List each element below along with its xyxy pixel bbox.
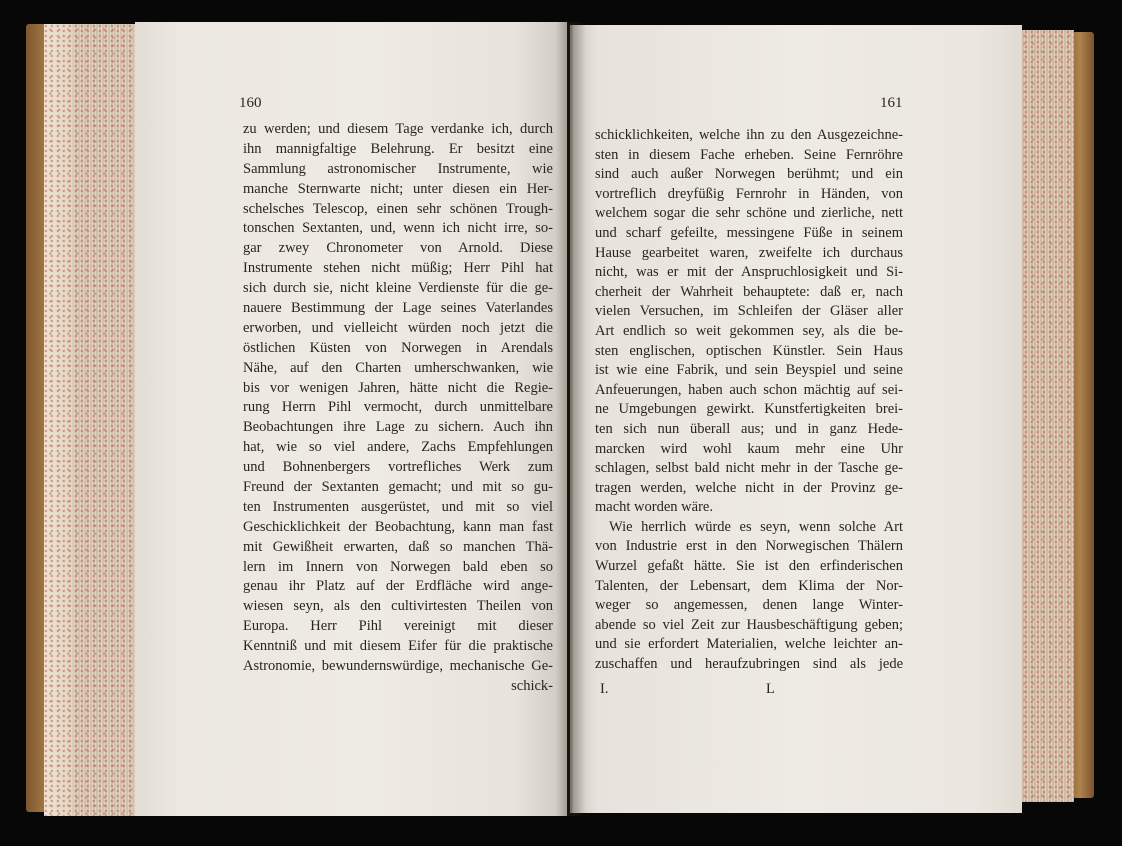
text-line: Astronomie, bewundernswürdige, mechanische Ge-	[243, 658, 553, 675]
left-page-text	[243, 120, 553, 697]
text-line: Instrumente stehen nicht müßig; Herr Pihl hat	[243, 260, 553, 277]
text-line: ihn mannigfaltige Belehrung. Er besitzt eine	[243, 140, 553, 157]
text-line: sten englischen, optischen Künstler. Sein Haus	[595, 342, 903, 359]
text-line: ten sich nun überall aus; und in ganz Hede-	[595, 420, 903, 437]
text-line: sich durch sie, nicht kleine Verdienste für die ge-	[243, 280, 553, 297]
text-line: zu werden; und diesem Tage verdanke ich, durch	[243, 121, 553, 137]
text-line: Nähe, auf den Charten umherschwanken, wie	[243, 359, 553, 376]
text-line: Talenten, der Lebensart, dem Klima der Nor-	[595, 577, 903, 594]
text-line: und sie erfordert Materialien, welche leichter an-	[595, 636, 903, 653]
page-number-left: 160	[239, 95, 262, 111]
text-line: manche Sternwarte nicht; unter diesen ein Her-	[243, 180, 553, 197]
text-line: lern im Innern von Norwegen bald eben so	[243, 558, 553, 575]
page-number-right: 161	[880, 95, 903, 111]
text-line: Freund der Sextanten gemacht; und mit so gu-	[243, 479, 553, 496]
text-line: Hause gearbeitet waren, zweifelte ich durchaus	[595, 244, 903, 261]
text-line: ten Instrumenten ausgerüstet, und mit so viel	[243, 498, 553, 515]
text-line: Europa. Herr Pihl vereinigt mit dieser	[243, 618, 553, 635]
text-line: abende so viel Zeit zur Hausbeschäftigung geben;	[595, 616, 903, 633]
text-line: Anfeuerungen, haben auch schon mächtig auf sei-	[595, 381, 903, 398]
text-line: und Bohnenbergers vortrefliches Werk zum	[243, 459, 553, 476]
text-line: Wurzel gefaßt hätte. Sie ist den erfinderischen	[595, 558, 903, 575]
text-line: Beobachtungen ihre Lage zu sichern. Auch ihn	[243, 419, 553, 436]
text-line: ne Umgebungen gewirkt. Kunstfertigkeiten brei-	[595, 401, 903, 418]
book-gutter	[556, 22, 586, 816]
text-line: ist wie eine Fabrik, und sein Beyspiel und seine	[595, 362, 903, 379]
text-line: tonschen Sextanten, und, wenn ich nicht irre, so-	[243, 220, 553, 237]
text-line: hat, wie so viel andere, Zachs Empfehlungen	[243, 439, 553, 456]
text-line: vortreflich dreyfüßig Fernrohr in Händen, von	[595, 185, 903, 202]
text-line: wiesen seyn, als den cultivirtesten Theilen von	[243, 598, 553, 615]
text-line: Geschicklichkeit der Beobachtung, kann man fast	[243, 518, 553, 535]
text-line: mit Gewißheit erwarten, daß so manchen Thä-	[243, 538, 553, 555]
text-line: und scharf gefeilte, messingene Füße in seinem	[595, 224, 903, 241]
text-line: nauere Bestimmung der Lage seines Vaterlandes	[243, 300, 553, 317]
text-line: Kenntniß und mit diesem Eifer für die praktische	[243, 638, 553, 655]
text-line: genau ihr Platz auf der Erdfläche wird ange-	[243, 578, 553, 595]
catchword: schick-	[511, 677, 553, 694]
text-line: rung Herrn Pihl vermocht, durch unmittelbare	[243, 399, 553, 416]
text-line: vielen Versuchen, im Schleifen der Gläser aller	[595, 303, 903, 320]
text-line: nicht, was er mit der Anspruchlosigkeit und Si-	[595, 264, 903, 281]
text-line: tragen werden, welche nicht in der Provinz ge-	[595, 479, 903, 496]
right-page-text	[595, 126, 903, 675]
text-line: sind auch außer Norwegen berühmt; und ein	[595, 166, 903, 183]
page-edges-left	[44, 24, 140, 816]
text-line: Wie herrlich würde es seyn, wenn solche Art	[609, 518, 903, 535]
text-line: weger so angemessen, denen lange Winter-	[595, 597, 903, 614]
text-line: cherheit der Wahrheit behauptete: daß er, nach	[595, 283, 903, 300]
signature-volume: I.	[600, 681, 609, 697]
text-line: bis vor wenigen Jahren, hätte nicht die Regie-	[243, 379, 553, 396]
text-line: sten in diesem Fache erheben. Seine Fernröhre	[595, 146, 903, 163]
text-line: marcken wird wohl kaum mehr eine Uhr	[595, 440, 903, 457]
text-line: von Industrie erst in den Norwegischen Thälern	[595, 538, 903, 555]
text-line: zuschaffen und heraufzubringen sind als jede	[595, 656, 903, 673]
page-edges-right	[1018, 30, 1074, 802]
text-line: schlagen, selbst bald nicht mehr in der Tasche ge-	[595, 460, 903, 477]
text-line: erworben, und vielleicht würden noch jetzt die	[243, 319, 553, 336]
signature-mark: L	[766, 681, 775, 697]
text-line: macht worden wäre.	[595, 499, 713, 516]
text-line: gar zwey Chronometer von Arnold. Diese	[243, 240, 553, 257]
text-line: welchem sogar die sehr schöne und zierliche, nett	[595, 205, 903, 222]
text-line: schicklichkeiten, welche ihn zu den Ausgezeichne-	[595, 127, 903, 143]
text-line: Sammlung astronomischer Instrumente, wie	[243, 160, 553, 177]
text-line: Art endlich so weit gekommen sey, als die be-	[595, 322, 903, 339]
text-line: schelsches Telescop, einen sehr schönen Trough-	[243, 200, 553, 217]
text-line: östlichen Küsten von Norwegen in Arendals	[243, 339, 553, 356]
